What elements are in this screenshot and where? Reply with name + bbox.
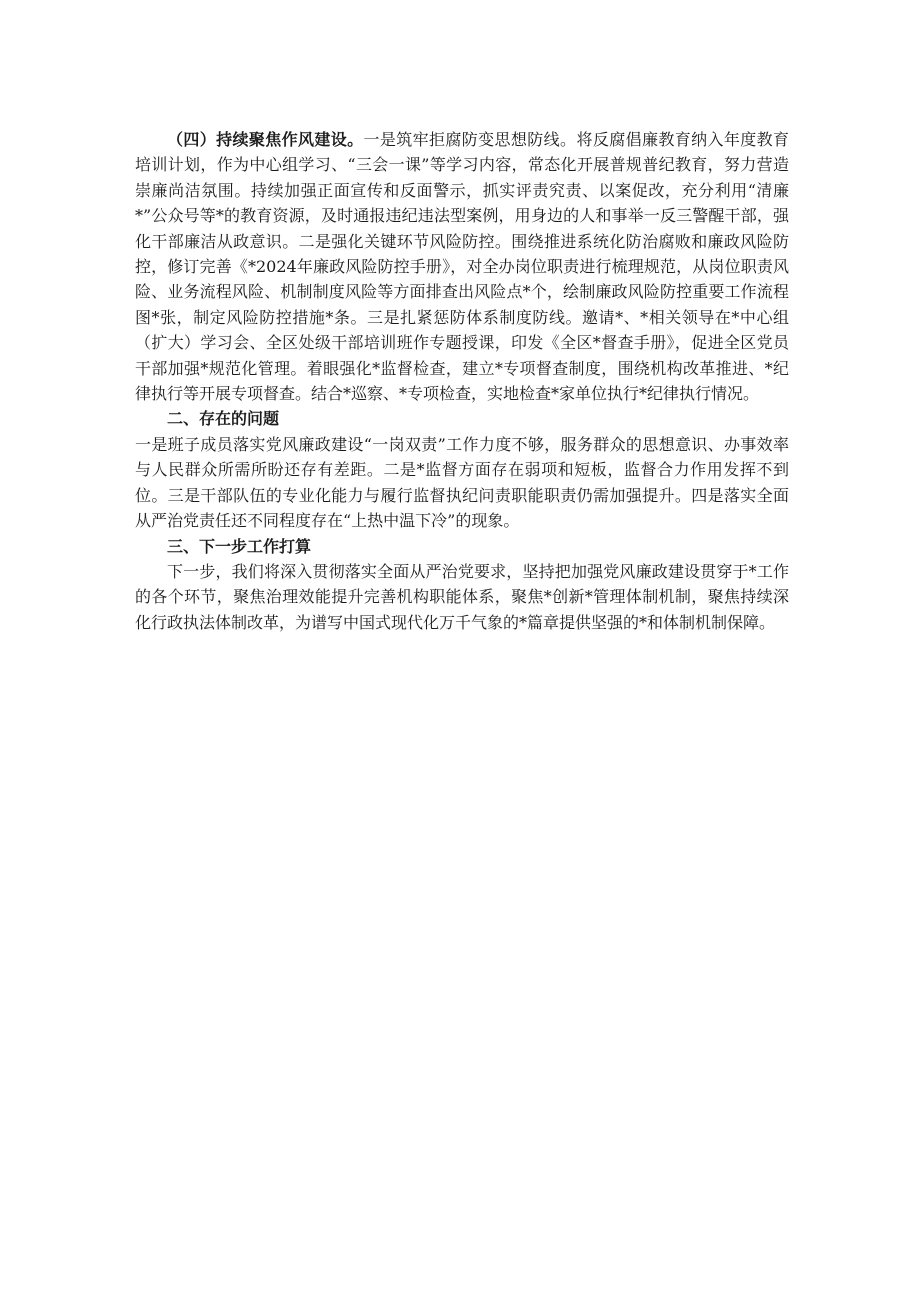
document-body <box>135 127 789 635</box>
next-steps-heading: 三、下一步工作打算 <box>167 536 312 556</box>
problems-heading: 二、存在的问题 <box>167 409 280 429</box>
section-4-paragraph <box>135 127 789 406</box>
problems-paragraph: 一是班子成员落实党风廉政建设“一岗双责”工作力度不够，服务群众的思想意识、办事效率与人民群众所需所盼还存有差距。二是*监督方面存在弱项和短板，监督合力作用发挥不到位。三是干部队伍的专业化能力与履行监督执纪问责职能职责仍需加强提升。四是落实全面从严治党责任还不同程度存在“上热中温下冷”的现象。 <box>135 434 789 531</box>
section-4-lead: （四）持续聚焦作风建设。 <box>167 130 364 149</box>
section-4-body: 一是筑牢拒腐防变思想防线。将反腐倡廉教育纳入年度教育培训计划，作为中心组学习、“三会一课”等学习内容，常态化开展普规普纪教育，努力营造崇廉尚洁氛围。持续加强正面宣传和反面警示，抓实评责究责、以案促改，充分利用“清廉*”公众号等*的教育资源，及时通报违纪违法型案例，用身边的人和事举一反三警醒干部，强化干部廉洁从政意识。二是强化关键环节风险防控。围绕推进系统化防治腐败和廉政风险防控，修订完善《*2024年廉政风险防控手册》，对全办岗位职责进行梳理规范，从岗位职责风险、业务流程风险、机制制度风险等方面排查出风险点*个，绘制廉政风险防控重要工作流程图*张，制定风险防控措施*条。三是扎紧惩防体系制度防线。邀请*、*相关领导在*中心组（扩大）学习会、全区处级干部培训班作专题授课，印发《全区*督查手册》，促进全区党员干部加强*规范化管理。着眼强化*监督检查，建立*专项督查制度，围绕机构改革推进、*纪律执行等开展专项督查。结合*巡察、*专项检查，实地检查*家单位执行*纪律执行情况。 <box>135 130 789 404</box>
next-steps-paragraph: 下一步，我们将深入贯彻落实全面从严治党要求，坚持把加强党风廉政建设贯穿于*工作的各个环节，聚焦治理效能提升完善机构职能体系，聚焦*创新*管理体制机制，聚焦持续深化行政执法体制改革，为谱写中国式现代化万千气象的*篇章提供坚强的*和体制机制保障。 <box>135 561 789 632</box>
